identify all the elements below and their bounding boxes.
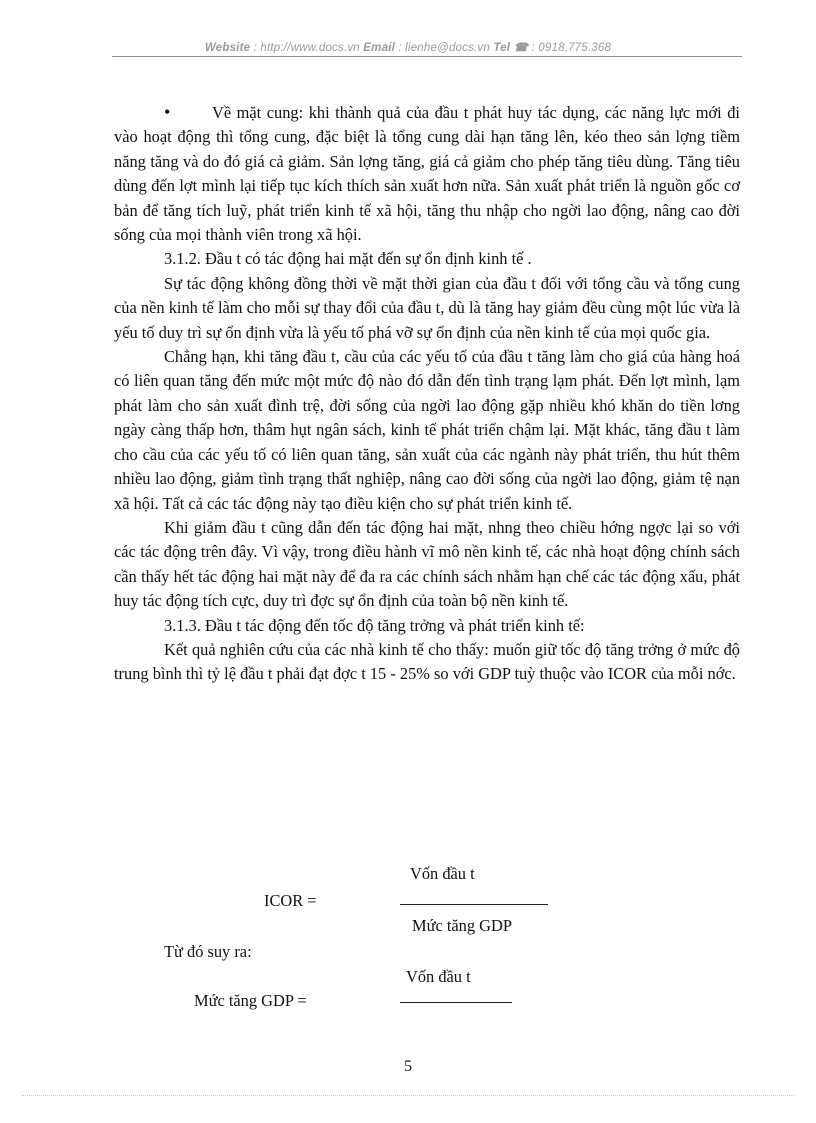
header-divider	[112, 56, 742, 57]
page-header	[0, 40, 816, 54]
gdp-lhs: Mức tăng GDP =	[194, 991, 307, 1010]
paragraph-two-sided-impact: Sự tác động không đồng thời về mặt thời gian của đầu t đối với tổng cầu và tổng cung của nền kinh tế làm cho mỗi sự thay đổi của đầu t, dù là tăng hay giảm đều cùng một lúc vừa là yếu tố duy trì sự ổn định vừa là yếu tố phá vỡ sự ổn định của nền kinh tế của mọi quốc gia.	[114, 273, 740, 342]
icor-denominator: Mức tăng GDP	[412, 916, 512, 935]
paragraph-research: Kết quả nghiên cứu của các nhà kinh tế cho thấy: muốn giữ tốc độ tăng trởng ở mức độ trung bình thì tỷ lệ đầu t phải đạt đợc t 15 - 25% so với GDP tuỳ thuộc vào ICOR của mỗi nớc.	[114, 639, 740, 684]
gdp-fraction-line	[400, 1002, 512, 1003]
tel-label: Tel ☎	[493, 42, 529, 54]
icor-numerator: Vốn đầu t	[410, 864, 475, 883]
heading-3-1-2: 3.1.2. Đầu t có tác động hai mặt đến sự ổn định kinh tế .	[164, 249, 532, 269]
paragraph-decrease: Khi giảm đầu t cũng dẫn đến tác động hai mặt, nhng theo chiều hớng ngợc lại so với các tác động trên đây. Vì vậy, trong điều hành vĩ mô nền kinh tế, các nhà hoạt động chính sách cần thấy hết tác động hai mặt này để đa ra các chính sách nhằm hạn chế các tác động xấu, phát huy tác động tích cực, duy trì đợc sự ổn định của toàn bộ nền kinh tế.	[114, 517, 740, 611]
email-label: Email	[363, 42, 395, 54]
icor-fraction-line	[400, 904, 548, 905]
derive-text: Từ đó suy ra:	[164, 942, 252, 961]
footer-divider	[22, 1095, 794, 1096]
paragraph-supply	[114, 100, 740, 247]
tel-value: : 0918.775.368	[531, 42, 612, 54]
paragraph-supply-text: Về mặt cung: khi thành quả của đầu t phát huy tác dụng, các năng lực mới đi vào hoạt động thì tổng cung, đặc biệt là tổng cung dài hạn tăng lên, kéo theo sản lợng tiềm năng tăng và do đó giá cả giảm. Sản lợng tăng, giá cả giảm cho phép tăng tiêu dùng. Tăng tiêu dùng đến lợt mình lại tiếp tục kích thích sản xuất hơn nữa. Sản xuất phát triển là nguồn gốc cơ bản để tăng tích luỹ, phát triển kinh tế xã hội, tăng thu nhập cho ngời lao động, nâng cao đời sống của mọi thành viên trong xã hội.	[114, 103, 740, 245]
heading-3-1-3: 3.1.3. Đầu t tác động đến tốc độ tăng trởng và phát triển kinh tế:	[164, 615, 585, 635]
email-value: : lienhe@docs.vn	[398, 42, 490, 54]
icor-lhs: ICOR =	[264, 891, 317, 910]
paragraph-example: Chẳng hạn, khi tăng đầu t, cầu của các yếu tố của đầu t tăng làm cho giá của hàng hoá có liên quan tăng đến mức một mức độ nào đó dẫn đến tình trạng lạm phát. Đến lợt mình, lạm phát làm cho sản xuất đình trệ, đời sống của ngời lao động gặp nhiều khó khăn do tiền lơng ngày càng thấp hơn, thâm hụt ngân sách, kinh tế phát triển chậm lại. Mặt khác, tăng đầu t làm cho cầu của các yếu tố có liên quan tăng, sản xuất của các ngành này phát triển, thu hút thêm nhiều lao động, giảm tình trạng thất nghiệp, nâng cao đời sống của ngời lao động, giảm tệ nạn xã hội. Tất cả các tác động này tạo điều kiện cho sự phát triển kinh tế.	[114, 347, 740, 513]
page-number: 5	[404, 1058, 412, 1075]
document-body	[114, 100, 740, 687]
website-value: : http://www.docs.vn	[253, 42, 360, 54]
website-label: Website	[204, 42, 251, 54]
gdp-numerator: Vốn đầu t	[406, 967, 471, 986]
bullet-icon: •	[164, 102, 171, 122]
